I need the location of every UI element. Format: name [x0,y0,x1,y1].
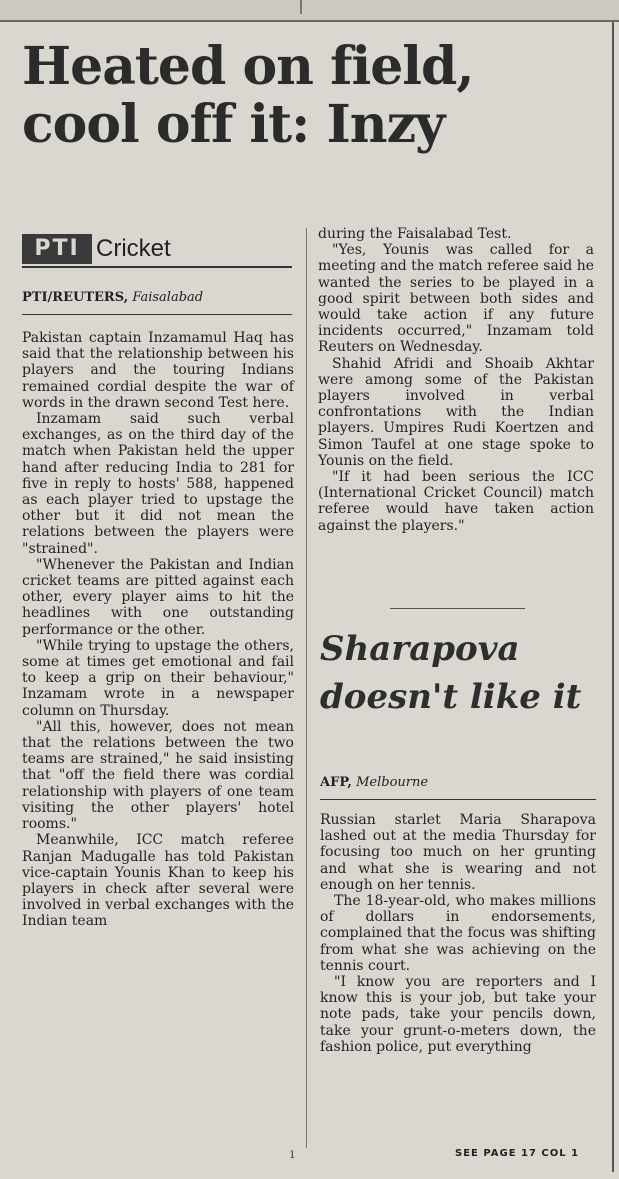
paragraph: Meanwhile, ICC match referee Ranjan Madugalle has told Pakistan vice-captain Younis Khan to keep his players in check after several were involved in verbal exchanges with the Indian team [22,832,294,930]
story-end-rule [390,608,525,609]
paragraph: The 18-year-old, who makes millions of dollars in endorsements, complained that the focus was shifting from what she was achieving on the tennis court. [320,893,596,974]
paragraph: "I know you are reporters and I know this is your job, but take your note pads, take your pencils down, take your grunt-o-meters down, the fashion police, put everything [320,974,596,1055]
paragraph: "While trying to upstage the others, some at times get emotional and fail to keep a grip on their behaviour," Inzamam wrote in a newspaper column on Thursday. [22,637,294,719]
byline-agency: AFP, [320,775,352,790]
byline-agency: PTI/REUTERS, [22,290,129,305]
paragraph: during the Faisalabad Test. [318,226,512,242]
continuation-note: SEE PAGE 17 COL 1 [455,1148,580,1159]
section-tag [22,232,292,268]
story1-byline [22,290,203,305]
story2-column [320,812,596,1055]
paragraph: "Whenever the Pakistan and Indian cricket teams are pitted against each other, every player aims to hit the headlines with one outstanding performance or the other. [22,556,294,638]
paragraph: Russian starlet Maria Sharapova lashed out at the media Thursday for focusing too much on her grunting and what she is wearing and not enough on her tennis. [320,812,596,893]
paragraph: Shahid Afridi and Shoaib Akhtar were among some of the Pakistan players involved in verbal confrontations with the Indian players. Umpires Rudi Koertzen and Simon Taufel at one stage spoke to Younis on the field. [318,355,594,469]
fold-mark: ı [290,1146,295,1162]
story1-column-2 [318,226,594,534]
byline-place: Melbourne [356,775,429,790]
byline-rule [22,314,292,315]
column-divider-mark [300,0,302,14]
story2-headline: Sharapova doesn't like it [320,629,582,717]
main-headline: Heated on field, cool off it: Inzy [22,36,474,155]
byline-rule [320,799,596,800]
masthead-strip [0,0,619,22]
byline-place: Faisalabad [132,290,204,305]
paragraph: Inzamam said such verbal exchanges, as on the third day of the match when Pakistan held the upper hand after reducing India to 281 for five in reply to hosts' 588, happened as each player tried to upstage the other but it did not mean the relations between the players were "strained". [22,411,294,557]
paragraph: "If it had been serious the ICC (International Cricket Council) match referee would have taken action against the players." [318,469,594,534]
paragraph: "All this, however, does not mean that the relations between the two teams are strained," he said insisting that "off the field there was cordial relationship with players of one team visiting the other players' hotel rooms." [22,718,294,833]
section-name: Cricket [96,235,171,262]
column-divider [306,228,307,1148]
story1-column-1 [22,330,294,930]
paragraph: Pakistan captain Inzamamul Haq has said that the relationship between his players and the touring Indians remained cordial despite the war of words in the drawn second Test here. [22,330,294,411]
paragraph: "Yes, Younis was called for a meeting and the match referee said he wanted the series to be played in a good spirit between both sides and would take action if any future incidents occurred," Inzamam told Reuters on Wednesday. [318,242,594,356]
story2-byline [320,775,428,790]
pti-logo: PTI [22,234,92,264]
